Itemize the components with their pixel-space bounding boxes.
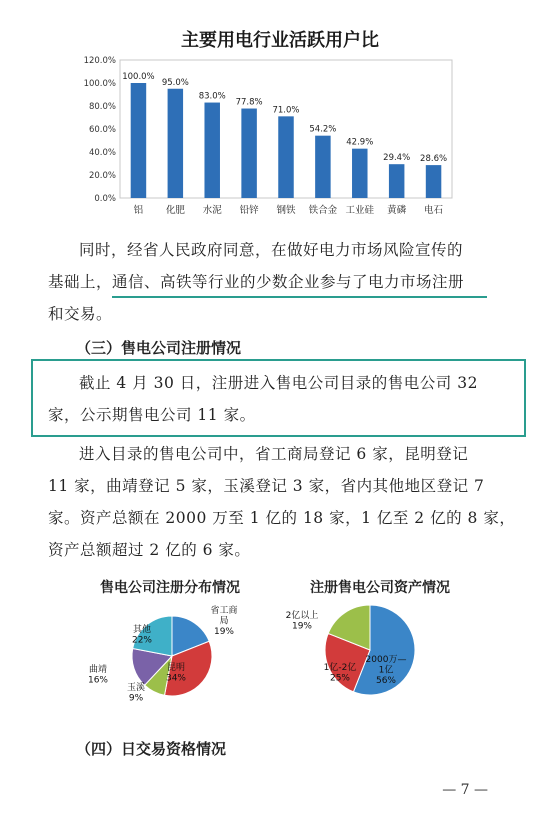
para1-line3: 和交易。: [48, 305, 113, 323]
para3-line2: 11 家，曲靖登记 5 家，玉溪登记 3 家，省内其他地区登记 7: [48, 477, 485, 495]
paragraph-1-line2: [48, 266, 518, 298]
paragraph-1-line3: [48, 298, 518, 330]
bar: [426, 165, 441, 198]
y-tick-label: 40.0%: [88, 148, 116, 158]
paragraph-3-line4: [48, 534, 518, 566]
y-tick-label: 20.0%: [88, 171, 116, 181]
pie-chart-registration: [70, 598, 270, 714]
pie-label: 1亿-2亿 25%: [323, 663, 357, 684]
bar-value-label: 83.0%: [198, 91, 226, 102]
pie-label: 2000万— 1亿 56%: [365, 655, 407, 686]
pie-label: 玉溪 9%: [126, 683, 146, 704]
bar: [389, 164, 404, 198]
paragraph-3-line1: [48, 438, 518, 470]
x-category-label: 化肥: [165, 205, 185, 216]
para2-line2: 家，公示期售电公司 11 家。: [48, 406, 256, 424]
bar: [352, 149, 367, 198]
x-category-label: 黄磷: [387, 205, 407, 216]
paragraph-1: [48, 234, 518, 266]
para3-line3: 家。资产总额在 2000 万至 1 亿的 18 家，1 亿至 2 亿的 8 家，: [48, 509, 516, 527]
x-category-label: 铝: [133, 205, 144, 216]
para2-line1: 截止 4 月 30 日，注册进入售电公司目录的售电公司 32: [79, 374, 478, 392]
y-tick-label: 60.0%: [88, 125, 116, 135]
bar-value-label: 54.2%: [309, 124, 337, 135]
bar: [168, 89, 183, 198]
y-tick-label: 80.0%: [88, 102, 116, 112]
pie1-title: 售电公司注册分布情况: [100, 580, 240, 596]
para3-line4: 资产总额超过 2 亿的 6 家。: [48, 541, 251, 559]
bar-value-label: 71.0%: [272, 105, 300, 116]
bar-value-label: 28.6%: [420, 154, 448, 165]
bar-value-label: 29.4%: [383, 153, 411, 164]
pie-label: 2亿以上 19%: [285, 611, 319, 632]
x-category-label: 铅锌: [239, 205, 259, 216]
bar-value-label: 100.0%: [122, 72, 155, 82]
pie-label: 省工商局 19%: [210, 606, 238, 637]
bar-chart-title: 主要用电行业活跃用户比: [181, 30, 379, 51]
y-tick-label: 100.0%: [83, 79, 116, 89]
paragraph-3-line3: [48, 502, 518, 534]
x-category-label: 铁合金: [308, 205, 338, 216]
x-category-label: 钢铁: [276, 205, 296, 216]
para1-line2: 基础上，通信、高铁等行业的少数企业参与了电力市场注册: [48, 273, 465, 291]
y-tick-label: 120.0%: [83, 56, 116, 66]
bar: [204, 103, 219, 198]
bar-value-label: 77.8%: [235, 97, 263, 108]
para3-line1: 进入目录的售电公司中，省工商局登记 6 家，昆明登记: [79, 445, 469, 463]
x-category-label: 电石: [424, 205, 444, 216]
x-category-label: 工业硅: [345, 205, 375, 216]
x-category-label: 水泥: [202, 205, 222, 216]
bar: [131, 83, 146, 198]
highlight-underline: [112, 296, 487, 298]
bar: [278, 116, 293, 198]
page-number: — 7 —: [442, 782, 488, 798]
bar-value-label: 95.0%: [161, 77, 189, 88]
paragraph-3-line2: [48, 470, 518, 502]
bar: [315, 136, 330, 198]
pie-label: 曲靖 16%: [87, 665, 109, 686]
paragraph-2-line1: [48, 367, 518, 399]
section-heading-3: （三）售电公司注册情况: [76, 339, 242, 357]
section-heading-4: （四）日交易资格情况: [76, 740, 227, 758]
bar-value-label: 42.9%: [346, 137, 374, 148]
para1-line1: 同时，经省人民政府同意，在做好电力市场风险宣传的: [79, 241, 464, 259]
pie-label: 其他 22%: [131, 625, 153, 646]
bar: [241, 109, 256, 198]
paragraph-2-line2: [48, 399, 518, 431]
pie-label: 昆明 34%: [165, 663, 187, 684]
bar-chart: [60, 50, 460, 225]
pie2-title: 注册售电公司资产情况: [310, 580, 450, 596]
pie-chart-assets: [270, 598, 470, 714]
y-tick-label: 0.0%: [94, 194, 116, 204]
